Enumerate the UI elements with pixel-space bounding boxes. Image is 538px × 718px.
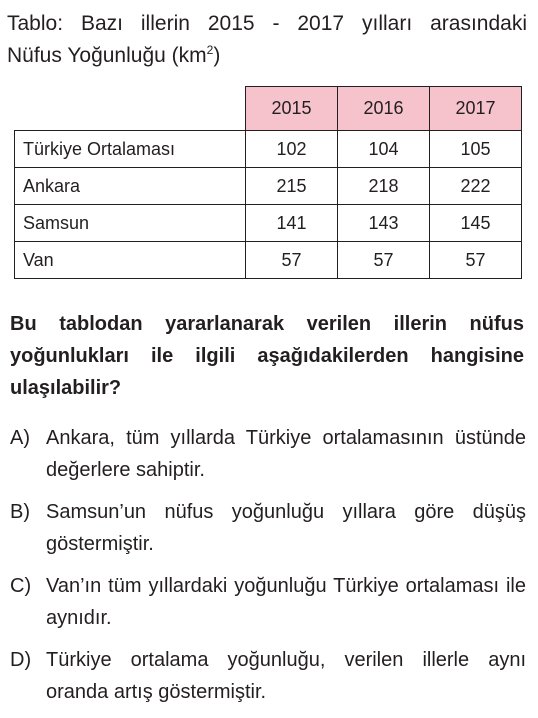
option-letter: D) [10,649,32,671]
table-cell: 215 [246,168,338,205]
caption-line-2-end: ) [213,44,221,67]
option-text: Van’ın tüm yıllardaki yoğunluğu Türkiye ortalaması ile aynıdır. [46,575,526,629]
option-letter: A) [10,427,30,449]
row-label: Türkiye Ortalaması [15,131,246,168]
option-a[interactable] [10,422,526,486]
table-cell: 104 [338,131,430,168]
table-cell: 145 [430,205,522,242]
option-d[interactable] [10,644,526,708]
table-cell: 222 [430,168,522,205]
population-density-table [14,86,522,279]
table-row [15,131,522,168]
option-text: Samsun’un nüfus yoğunluğu yıllara göre düşüş göstermiştir. [46,501,526,555]
header-year-2016: 2016 [338,87,430,131]
table-cell: 102 [246,131,338,168]
row-label: Ankara [15,168,246,205]
caption-superscript: 2 [206,43,214,57]
header-year-2015: 2015 [246,87,338,131]
table-row [15,205,522,242]
table-caption [7,8,527,72]
caption-line-2 [7,40,527,72]
option-text: Türkiye ortalama yoğunluğu, verilen illerle aynı oranda artış göstermiştir. [46,649,526,703]
option-text: Ankara, tüm yıllarda Türkiye ortalamasının üstünde değerlere sahiptir. [46,427,526,481]
row-label: Samsun [15,205,246,242]
table-header-row [15,87,522,131]
table-cell: 143 [338,205,430,242]
table-cell: 105 [430,131,522,168]
table-cell: 141 [246,205,338,242]
option-c[interactable] [10,570,526,634]
row-label: Van [15,242,246,279]
option-b[interactable] [10,496,526,560]
table-row [15,168,522,205]
caption-line-2-text: Nüfus Yoğunluğu (km [7,44,207,67]
caption-line-1: Tablo: Bazı illerin 2015 - 2017 yılları arasındaki [7,12,527,35]
table-row [15,242,522,279]
table-cell: 57 [338,242,430,279]
table-cell: 218 [338,168,430,205]
header-year-2017: 2017 [430,87,522,131]
table-cell: 57 [430,242,522,279]
answer-options [10,422,526,718]
option-letter: B) [10,501,30,523]
question-text: Bu tablodan yararlanarak verilen illerin nüfus yoğunlukları ile ilgili aşağıdakilerden hangisine ulaşılabilir? [10,313,524,399]
table-cell: 57 [246,242,338,279]
table-corner-cell [15,87,246,131]
option-letter: C) [10,575,32,597]
